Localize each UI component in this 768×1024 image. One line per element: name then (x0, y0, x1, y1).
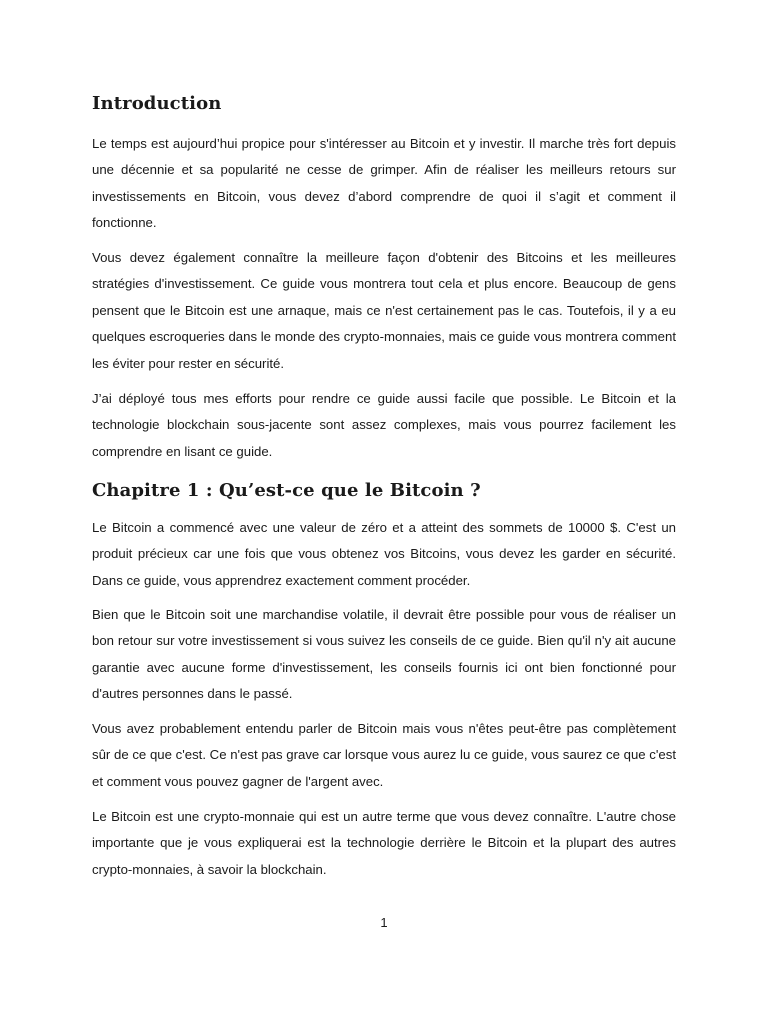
paragraph: Bien que le Bitcoin soit une marchandise volatile, il devrait être possible pour vous de réaliser un bon retour sur votre investissement si vous suivez les conseils de ce guide. Bien qu'il n'y ait aucune garantie avec aucune forme d'investissement, les conseils fournis ici ont bien fonctionné pour d'autres personnes dans le passé. (92, 607, 676, 702)
paragraph: J’ai déployé tous mes efforts pour rendre ce guide aussi facile que possible. Le Bitcoin et la technologie blockchain sous-jacente sont assez complexes, mais vous pourrez facilement les comprendre en lisant ce guide. (92, 391, 676, 459)
page-number: 1 (380, 915, 388, 930)
paragraph: Le Bitcoin est une crypto-monnaie qui est un autre terme que vous devez connaître. L'autre chose importante que je vous expliquerai est la technologie derrière le Bitcoin et la plupart des autres crypto-monnaies, à savoir la blockchain. (92, 809, 676, 877)
paragraph: Vous avez probablement entendu parler de Bitcoin mais vous n'êtes peut-être pas complètement sûr de ce que c'est. Ce n'est pas grave car lorsque vous aurez lu ce guide, vous saurez ce que c'est et comment vous pouvez gagner de l'argent avec. (92, 721, 676, 789)
paragraph: Le temps est aujourd’hui propice pour s'intéresser au Bitcoin et y investir. Il marche très fort depuis une décennie et sa popularité ne cesse de grimper. Afin de réaliser les meilleurs retours sur investissements en Bitcoin, vous devez d’abord comprendre de quoi il s’agit et comment il fonctionne. (92, 136, 676, 231)
paragraph: Le Bitcoin a commencé avec une valeur de zéro et a atteint des sommets de 10000 $. C'est un produit précieux car une fois que vous obtenez vos Bitcoins, vous devez les garder en sécurité. Dans ce guide, vous apprendrez exactement comment procéder. (92, 520, 676, 588)
section-heading-chapter-1: Chapitre 1 : Qu’est-ce que le Bitcoin ? (92, 480, 481, 501)
section-heading-introduction: Introduction (92, 93, 222, 114)
paragraph: Vous devez également connaître la meilleure façon d'obtenir des Bitcoins et les meilleures stratégies d'investissement. Ce guide vous montrera tout cela et plus encore. Beaucoup de gens pensent que le Bitcoin est une arnaque, mais ce n'est certainement pas le cas. Toutefois, il y a eu quelques escroqueries dans le monde des crypto-monnaies, mais ce guide vous montrera comment les éviter pour rester en sécurité. (92, 250, 676, 371)
